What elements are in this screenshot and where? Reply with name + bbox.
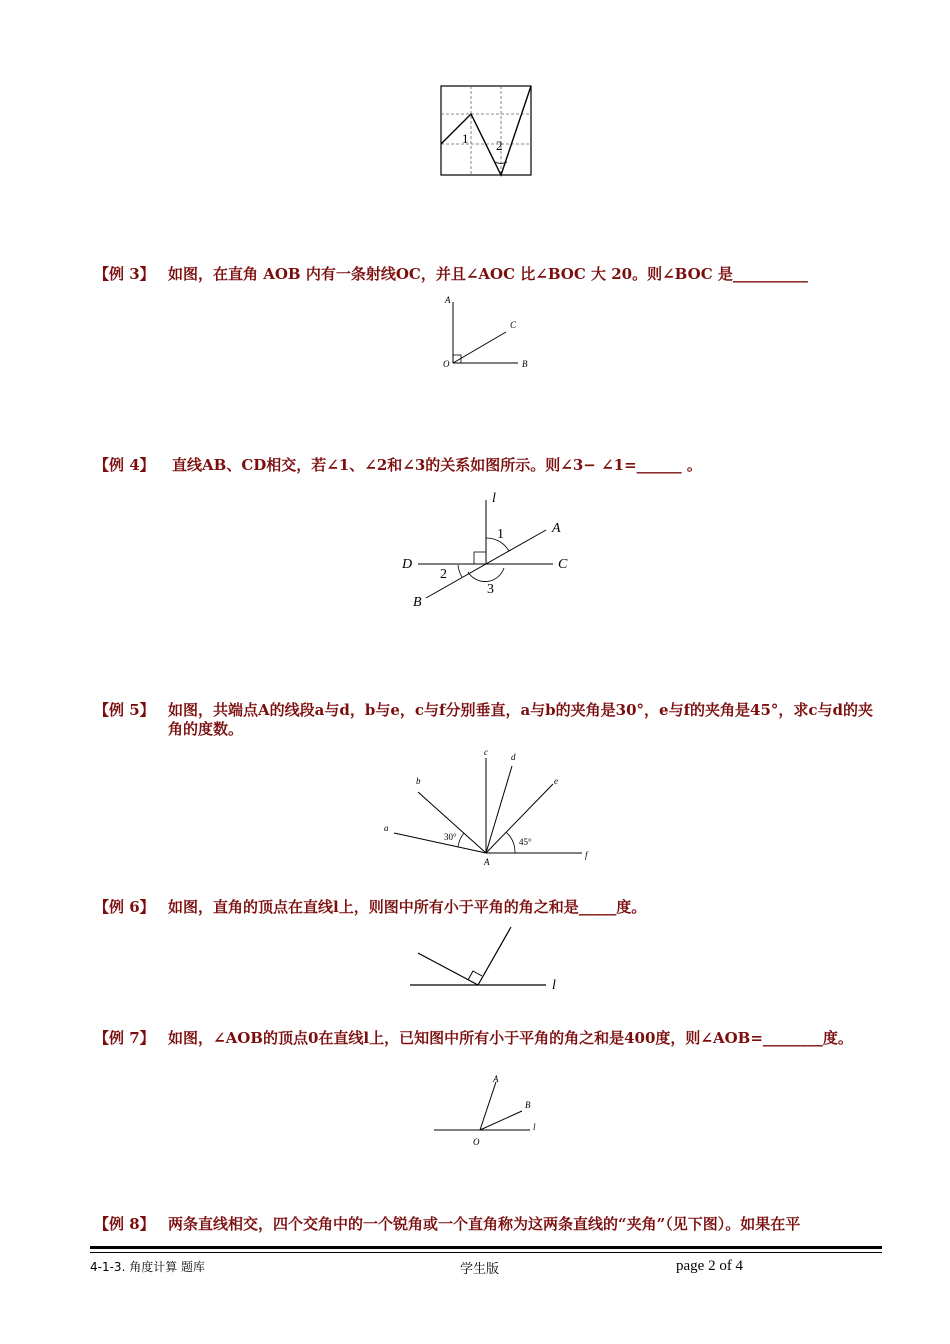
footer-page: page 2 of 4 (676, 1258, 744, 1274)
example-6-text: 如图，直角的顶点在直线l上，则图中所有小于平角的角之和是_____度。 (168, 898, 647, 916)
label-C: C (510, 320, 517, 330)
example-8-label: 【例 8】 (94, 1215, 155, 1233)
label-A: A (484, 857, 490, 867)
label-A: A (493, 1074, 499, 1084)
label-D: D (402, 557, 413, 572)
label-c: c (484, 747, 488, 757)
label-B: B (522, 359, 528, 369)
label-l: l (533, 1122, 536, 1132)
footer-rule-thick (90, 1246, 882, 1249)
example-7 (94, 1029, 853, 1048)
label-B: B (413, 595, 422, 610)
label-d: d (511, 752, 516, 762)
label-l: l (552, 978, 556, 993)
label-A: A (445, 295, 451, 305)
example-7-figure (430, 1070, 550, 1152)
example-6 (94, 898, 647, 917)
footer-center: 学生版 (460, 1262, 500, 1277)
angle-1-label: 1 (462, 131, 469, 146)
example-3-figure (438, 292, 538, 372)
example-4-text: 直线AB、CD相交，若∠1、∠2和∠3的关系如图所示。则∠3− ∠1=______ 。 (172, 456, 702, 474)
footer-rule-thin (90, 1252, 882, 1253)
example-7-text: 如图，∠AOB的顶点0在直线l上，已知图中所有小于平角的角之和是400度，则∠AOB=________度。 (168, 1029, 853, 1047)
example-3-text: 如图，在直角 AOB 内有一条射线OC，并且∠AOC 比∠BOC 大 20。则∠BOC 是__________ (168, 265, 808, 283)
example-5-label: 【例 5】 (94, 701, 155, 719)
example-8-text: 两条直线相交，四个交角中的一个锐角或一个直角称为这两条直线的“夹角”（见下图）。如果在平 (168, 1215, 801, 1233)
label-a: a (384, 823, 389, 833)
example-4-label: 【例 4】 (94, 456, 155, 474)
example-6-figure (406, 922, 566, 994)
grid-zigzag-figure (438, 84, 534, 178)
example-3 (94, 265, 808, 284)
angle-2-label: 2 (440, 567, 447, 582)
label-B: B (525, 1100, 531, 1110)
angle-3-label: 3 (487, 582, 494, 597)
example-6-label: 【例 6】 (94, 898, 155, 916)
label-O: O (443, 359, 450, 369)
label-A: A (552, 521, 561, 536)
example-7-label: 【例 7】 (94, 1029, 155, 1047)
label-O: O (473, 1137, 480, 1147)
example-5-text: 如图，共端点A的线段a与d，b与e，c与f分别垂直，a与b的夹角是30°，e与f的夹角是45°，求c与d的夹角的度数。 (168, 701, 874, 738)
example-3-label: 【例 3】 (94, 265, 155, 283)
footer-left: 4-1-3. 角度计算 题库 (90, 1260, 206, 1274)
label-e: e (554, 776, 558, 786)
label-b: b (416, 776, 421, 786)
example-4-figure (398, 486, 578, 612)
example-8 (94, 1215, 801, 1234)
angle-2-label: 2 (496, 138, 503, 153)
example-5-figure (378, 746, 598, 870)
label-C: C (558, 557, 568, 572)
label-l: l (492, 491, 496, 506)
angle-1-label: 1 (497, 527, 504, 542)
angle-30-label: 30° (444, 832, 457, 842)
example-5 (94, 701, 874, 738)
example-4 (94, 456, 702, 475)
label-f: f (585, 850, 588, 860)
angle-45-label: 45° (519, 837, 532, 847)
